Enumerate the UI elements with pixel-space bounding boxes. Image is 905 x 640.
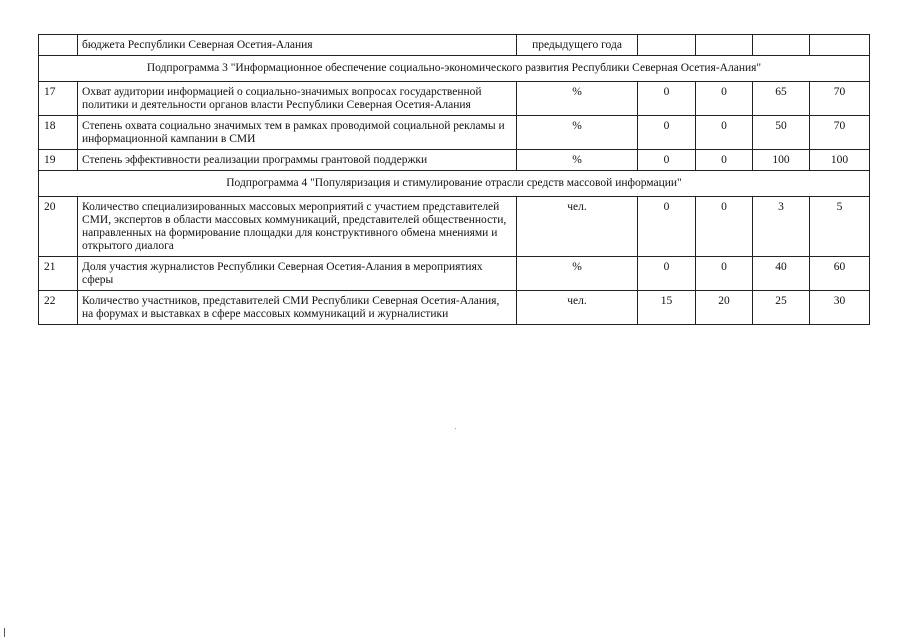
unit-of-measure: чел.	[517, 291, 638, 325]
unit-of-measure: чел.	[517, 197, 638, 257]
scan-artifact-dot	[455, 428, 456, 429]
row-number: 22	[39, 291, 78, 325]
indicator-value: 5	[810, 197, 870, 257]
subprogram-title: Подпрограмма 4 "Популяризация и стимулирование отрасли средств массовой информации"	[39, 171, 870, 197]
indicator-value	[753, 35, 810, 56]
unit-of-measure: %	[517, 150, 638, 171]
indicator-value: 50	[753, 116, 810, 150]
indicator-value: 65	[753, 82, 810, 116]
indicator-name: Количество специализированных массовых мероприятий с участием представителей СМИ, экспертов в области массовых коммуникаций, представителей общественности, направленных на формирование площадки для конструктивного обмена мнениями и открытого диалога	[78, 197, 517, 257]
indicator-value: 0	[696, 257, 753, 291]
subprogram-header-row	[39, 171, 870, 197]
indicator-value: 0	[638, 150, 696, 171]
indicator-value: 0	[638, 116, 696, 150]
indicator-name: Степень эффективности реализации программы грантовой поддержки	[78, 150, 517, 171]
table-row	[39, 116, 870, 150]
indicator-value: 0	[638, 257, 696, 291]
indicator-value: 0	[638, 197, 696, 257]
table-row	[39, 150, 870, 171]
row-number: 19	[39, 150, 78, 171]
row-number: 18	[39, 116, 78, 150]
unit-of-measure: %	[517, 257, 638, 291]
indicator-name: Степень охвата социально значимых тем в рамках проводимой социальной рекламы и информационной кампании в СМИ	[78, 116, 517, 150]
indicator-value	[638, 35, 696, 56]
indicator-value: 20	[696, 291, 753, 325]
indicator-value: 60	[810, 257, 870, 291]
indicators-table	[38, 34, 870, 325]
subprogram-header-row	[39, 56, 870, 82]
indicators-table-body	[39, 35, 870, 325]
unit-of-measure: %	[517, 116, 638, 150]
unit-of-measure: %	[517, 82, 638, 116]
scan-artifact-mark	[4, 628, 5, 637]
indicator-value: 0	[638, 82, 696, 116]
table-row	[39, 257, 870, 291]
indicator-name: Количество участников, представителей СМИ Республики Северная Осетия-Алания, на форумах и выставках в сфере массовых коммуникаций и журналистики	[78, 291, 517, 325]
indicator-name: Доля участия журналистов Республики Северная Осетия-Алания в мероприятиях сферы	[78, 257, 517, 291]
indicator-value: 100	[753, 150, 810, 171]
indicator-value	[810, 35, 870, 56]
table-row	[39, 197, 870, 257]
indicator-value	[696, 35, 753, 56]
indicator-value: 40	[753, 257, 810, 291]
indicator-name: бюджета Республики Северная Осетия-Алания	[78, 35, 517, 56]
indicator-value: 0	[696, 116, 753, 150]
indicator-value: 15	[638, 291, 696, 325]
unit-of-measure: предыдущего года	[517, 35, 638, 56]
indicator-value: 30	[810, 291, 870, 325]
table-row	[39, 291, 870, 325]
table-row	[39, 35, 870, 56]
indicator-value: 3	[753, 197, 810, 257]
subprogram-title: Подпрограмма 3 "Информационное обеспечение социально-экономического развития Республики Северная Осетия-Алания"	[39, 56, 870, 82]
indicator-name: Охват аудитории информацией о социально-значимых вопросах государственной политики и деятельности органов власти Республики Северная Осетия-Алания	[78, 82, 517, 116]
indicator-value: 0	[696, 197, 753, 257]
row-number: 17	[39, 82, 78, 116]
table-row	[39, 82, 870, 116]
indicator-value: 0	[696, 150, 753, 171]
indicators-table-wrapper	[38, 34, 869, 325]
indicator-value: 25	[753, 291, 810, 325]
row-number: 21	[39, 257, 78, 291]
indicator-value: 100	[810, 150, 870, 171]
row-number: 20	[39, 197, 78, 257]
indicator-value: 70	[810, 116, 870, 150]
indicator-value: 0	[696, 82, 753, 116]
indicator-value: 70	[810, 82, 870, 116]
row-number	[39, 35, 78, 56]
